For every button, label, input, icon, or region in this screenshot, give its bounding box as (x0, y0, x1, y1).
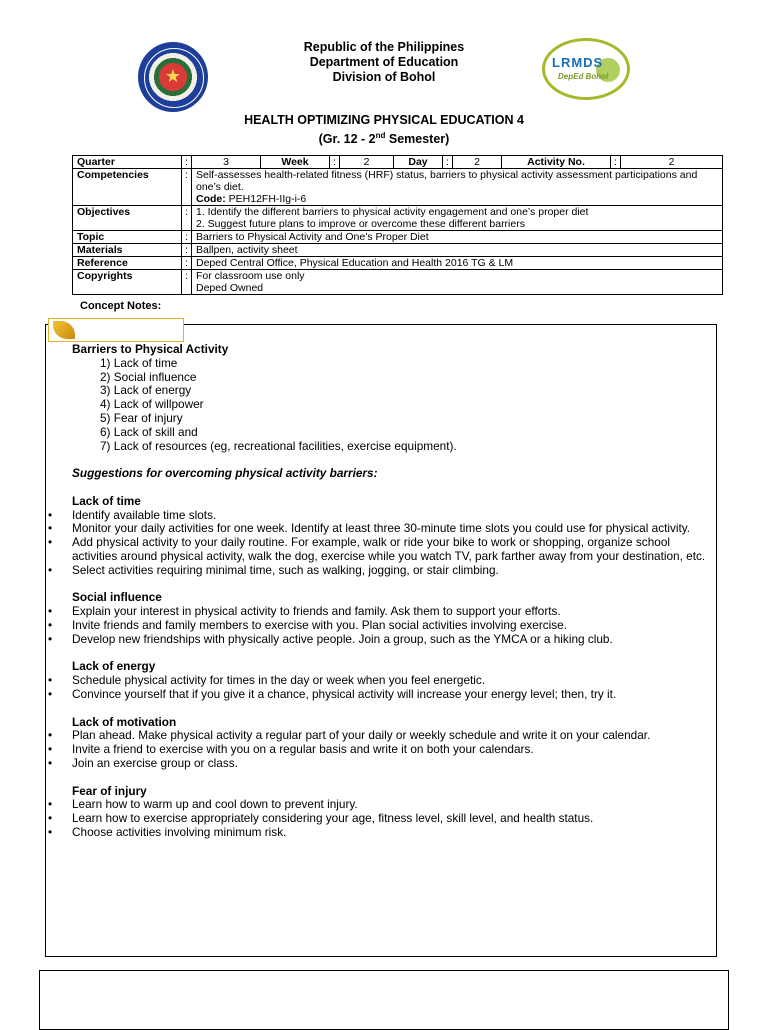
bullet-icon: • (48, 562, 53, 577)
leaf-icon (53, 321, 75, 339)
concept-notes-tab (48, 318, 184, 342)
topic-row: Topic : Barriers to Physical Activity and One’s Proper Diet (73, 231, 723, 244)
suggestion-bullet-item (48, 686, 712, 702)
bullet-icon: • (48, 686, 53, 701)
suggestion-bullet-item (48, 521, 712, 536)
suggestion-bullet-item (48, 728, 712, 743)
suggestion-text: Plan ahead. Make physical activity a regular part of your daily or weekly schedule and write it on your calendar. (72, 728, 651, 743)
section-heading: Fear of injury (72, 783, 147, 798)
suggestion-bullet-item (48, 631, 712, 647)
barrier-item: 4) Lack of willpower (100, 397, 204, 412)
bullet-icon: • (48, 824, 53, 839)
suggestion-text: Invite friends and family members to exercise with you. Plan social activities involving exercise. (72, 617, 568, 632)
barriers-list (72, 357, 712, 454)
suggestion-text: Select activities requiring minimal time, such as walking, jogging, or stair climbing. (72, 562, 499, 577)
barrier-item: 5) Fear of injury (100, 410, 183, 425)
suggestion-bullet-item (48, 562, 712, 578)
suggestion-bullet-item (48, 811, 712, 826)
section-heading: Lack of motivation (72, 714, 177, 729)
suggestion-bullet-item (48, 507, 712, 523)
bullet-icon: • (48, 631, 53, 646)
bullet-icon: • (48, 535, 53, 550)
bullet-icon: • (48, 797, 53, 812)
deped-seal-logo: ★ (138, 42, 208, 112)
suggestion-bullet-item (48, 797, 712, 812)
concept-notes-content (48, 342, 712, 840)
suggestion-text: Identify available time slots. (72, 507, 217, 522)
suggestion-bullet-item (48, 755, 712, 771)
section-heading: Lack of time (72, 493, 141, 508)
header-department: Department of Education (309, 55, 459, 69)
barrier-item: 6) Lack of skill and (100, 424, 198, 439)
reference-row: Reference : Deped Central Office, Physical Education and Health 2016 TG & LM (73, 257, 723, 270)
bullet-icon: • (48, 617, 53, 632)
suggestion-bullet-item (48, 617, 712, 633)
barrier-item: 3) Lack of energy (100, 383, 192, 398)
suggestion-text: Develop new friendships with physically active people. Join a group, such as the YMCA or a hiking club. (72, 631, 613, 646)
suggestion-text: Join an exercise group or class. (72, 755, 238, 770)
barrier-item: 1) Lack of time (100, 355, 178, 370)
header-division: Division of Bohol (332, 70, 436, 84)
suggestions-heading: Suggestions for overcoming physical activity barriers: (72, 466, 378, 481)
materials-row: Materials : Ballpen, activity sheet (73, 244, 723, 257)
bullet-icon: • (48, 604, 53, 619)
suggestion-text: Convince yourself that if you give it a chance, physical activity will increase your energy level; then, try it. (72, 686, 617, 701)
barriers-heading: Barriers to Physical Activity (72, 342, 229, 356)
suggestion-text: Explain your interest in physical activity to friends and family. Ask them to support your efforts. (72, 604, 561, 619)
section-heading: Lack of energy (72, 659, 156, 674)
concept-notes-label: Concept Notes: (80, 300, 162, 312)
answer-box (39, 970, 729, 1030)
doc-subtitle: (Gr. 12 - 2nd Semester) (318, 131, 450, 147)
suggestion-bullet-item (48, 824, 712, 840)
suggestion-text: Learn how to warm up and cool down to prevent injury. (72, 797, 358, 812)
copyrights-row: Copyrights : For classroom use only Deped Owned (73, 270, 723, 295)
bullet-icon: • (48, 728, 53, 743)
bullet-icon: • (48, 521, 53, 536)
suggestion-text: Invite a friend to exercise with you on a regular basis and write it on both your calendars. (72, 742, 534, 757)
activity-info-table (72, 155, 723, 295)
bullet-icon: • (48, 811, 53, 826)
suggestion-sections (48, 481, 712, 840)
doc-title: HEALTH OPTIMIZING PHYSICAL EDUCATION 4 (244, 113, 524, 127)
suggestion-text: Schedule physical activity for times in the day or week when you feel energetic. (72, 673, 486, 688)
header-republic: Republic of the Philippines (303, 40, 465, 54)
suggestion-text: Add physical activity to your daily routine. For example, walk or ride your bike to work or shopping, organize school activities around physical activity, walk the dog, exercise while you watch TV, park farther away from your destination, etc. (72, 535, 706, 563)
objectives-row: Objectives : 1. Identify the different barriers to physical activity engagement and one’s proper diet 2. Suggest future plans to improve or overcome these different barriers (73, 206, 723, 231)
suggestion-text: Monitor your daily activities for one week. Identify at least three 30-minute time slots you could use for physical activity. (72, 521, 691, 536)
suggestion-bullet-item (48, 673, 712, 688)
suggestion-bullet-item (48, 535, 712, 564)
section-heading: Social influence (72, 590, 162, 605)
bullet-icon: • (48, 673, 53, 688)
bullet-icon: • (48, 742, 53, 757)
barrier-item: 2) Social influence (100, 369, 197, 384)
suggestion-text: Choose activities involving minimum risk. (72, 824, 287, 839)
competencies-row: Competencies : Self-assesses health-related fitness (HRF) status, barriers to physical activity assessment participations and one’s diet. Code: PEH12FH-IIg-i-6 (73, 169, 723, 206)
bullet-icon: • (48, 507, 53, 522)
barrier-item: 7) Lack of resources (eg, recreational facilities, exercise equipment). (100, 438, 457, 453)
suggestion-bullet-item (48, 604, 712, 619)
suggestion-text: Learn how to exercise appropriately considering your age, fitness level, skill level, and health status. (72, 811, 594, 826)
bullet-icon: • (48, 755, 53, 770)
lrmds-logo: LRMDS DepEd Bohol (540, 38, 632, 102)
suggestion-bullet-item (48, 742, 712, 757)
quarter-row: Quarter : 3 Week : 2 Day : 2 Activity No. : 2 (73, 156, 723, 169)
